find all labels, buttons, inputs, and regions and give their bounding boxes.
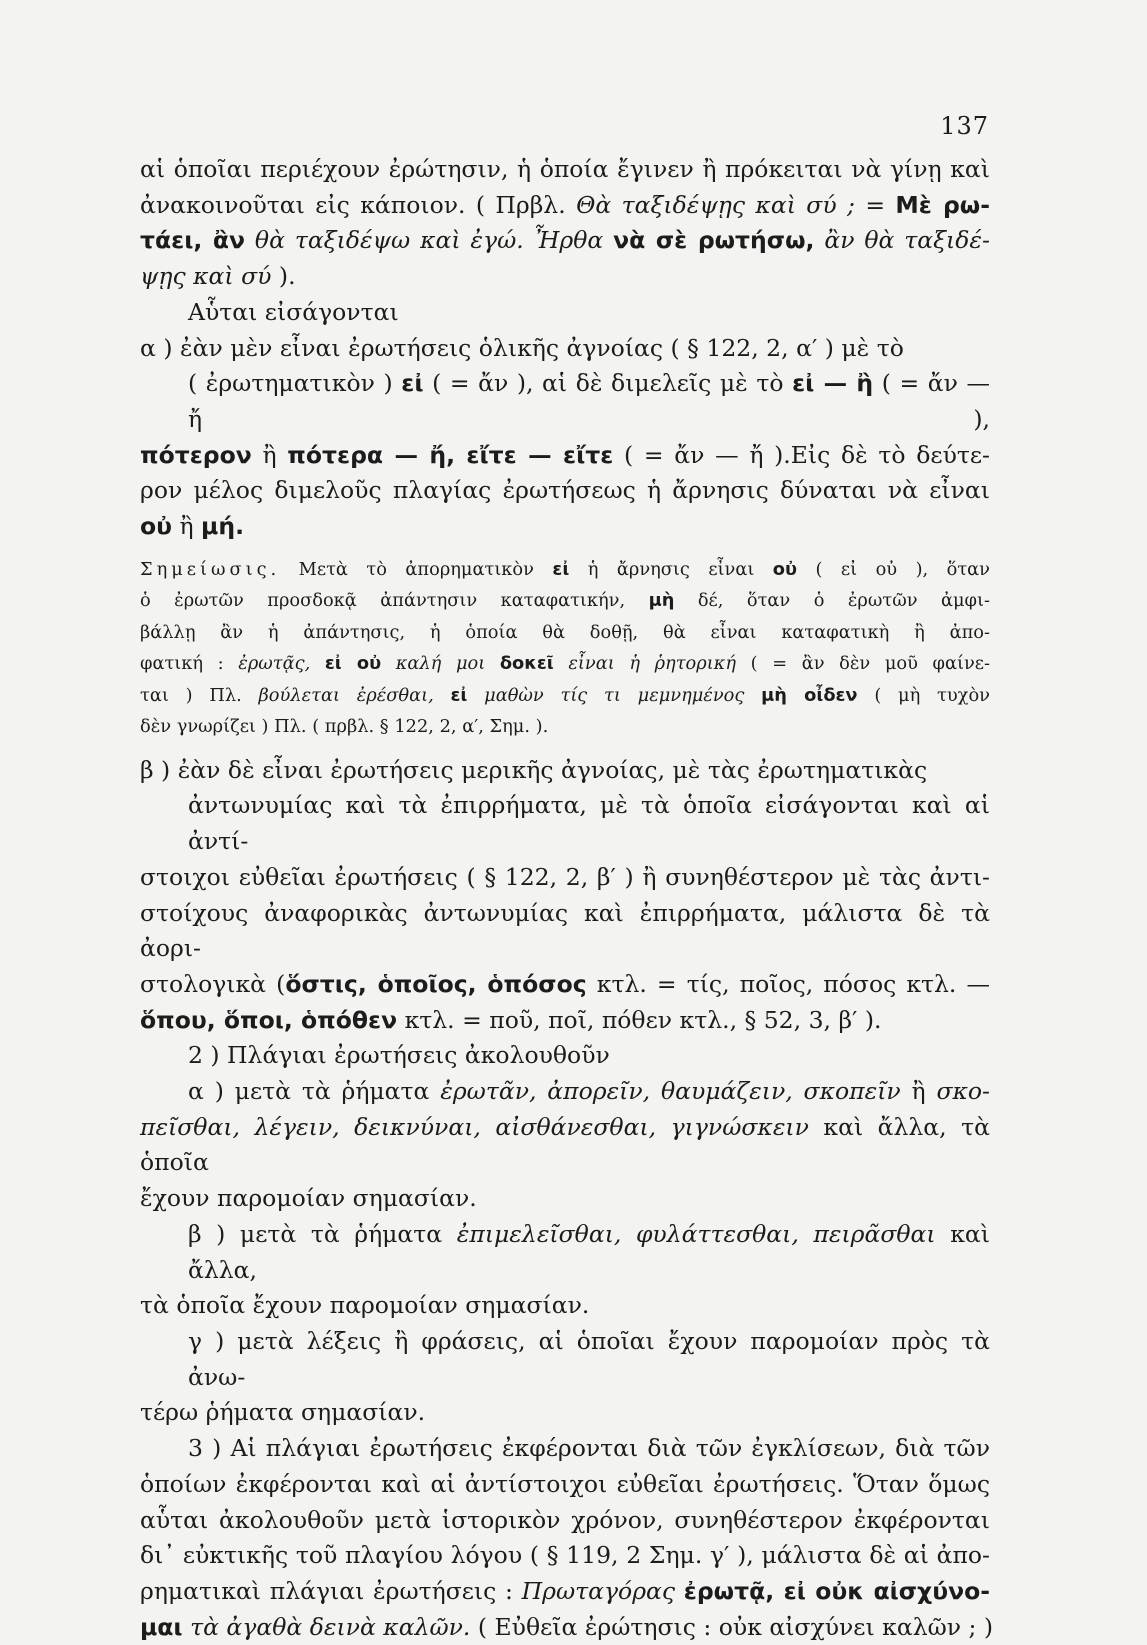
text-run: α ) ἐὰν μὲν εἶναι ἐρωτήσεις ὁλικῆς ἀγνοίας ( § 122, 2, α′ ) μὲ τὸ bbox=[140, 333, 904, 362]
text-line bbox=[140, 259, 990, 295]
text-run: β ) μετὰ τὰ ῥήματα bbox=[188, 1219, 457, 1248]
italic-text: σκο- bbox=[936, 1077, 990, 1106]
text-run: δὲν γνωρίζει ) Πλ. ( πρβλ. § 122, 2, α′, Σημ. ). bbox=[140, 716, 549, 738]
bold-text: οὐ bbox=[140, 512, 173, 541]
italic-text: θὰ ταξιδέψω καὶ ἐγώ. Ἦρθα bbox=[254, 226, 604, 255]
text-run: βάλλῃ ἂν ἡ ἀπάντησις, ἡ ὁποία θὰ δοθῇ, θὰ εἶναι καταφατικὴ ἢ ἀπο- bbox=[140, 621, 990, 643]
text-run: καὶ ἄλλα, bbox=[188, 1219, 990, 1284]
section-2-title: 2 ) Πλάγιαι ἐρωτήσεις ἀκολουθοῦν bbox=[188, 1041, 610, 1070]
bold-text: Μὲ ρω- bbox=[895, 190, 990, 219]
text-run: = bbox=[854, 190, 896, 219]
text-run: αὗται ἀκολουθοῦν μετὰ ἱστορικὸν χρόνον, συνηθέστερον ἐκφέρονται bbox=[140, 1505, 990, 1534]
text-line bbox=[140, 753, 990, 789]
text-line bbox=[140, 1217, 990, 1288]
text-run bbox=[434, 685, 451, 706]
text-run: ( εἰ οὐ ), ὅταν bbox=[797, 558, 990, 580]
text-run: ὁ ἐρωτῶν προσδοκᾷ ἀπάντησιν καταφατικήν, bbox=[140, 590, 649, 612]
bold-text: μαι bbox=[140, 1612, 183, 1641]
text-line bbox=[140, 896, 990, 967]
text-line bbox=[140, 1181, 990, 1217]
text-run: ἢ bbox=[900, 1077, 937, 1106]
italic-text: Πρωταγόρας bbox=[521, 1576, 676, 1605]
text-run bbox=[183, 1613, 190, 1641]
text-line bbox=[140, 509, 990, 545]
text-run: ἢ bbox=[172, 512, 202, 541]
text-run: δέ, ὅταν ὁ ἐρωτῶν ἀμφι- bbox=[674, 590, 990, 612]
text-run: α ) μετὰ τὰ ῥήματα bbox=[188, 1077, 441, 1106]
text-run: κτλ. = τίς, ποῖος, πόσος κτλ. — bbox=[586, 969, 990, 998]
text-run bbox=[467, 685, 484, 706]
bold-text: εἰ bbox=[450, 684, 468, 706]
bold-text: εἰ — ἢ bbox=[792, 369, 874, 398]
text-line bbox=[140, 331, 990, 367]
italic-text: ἂν θὰ ταξιδέ- bbox=[824, 226, 990, 255]
text-run: στοίχους ἀναφορικὰς ἀντωνυμίας καὶ ἐπιρρήματα, μάλιστα δὲ τὰ ἀορι- bbox=[140, 898, 990, 963]
text-run: ( Εὐθεῖα ἐρώτησις : οὐκ αἰσχύνει καλῶν ; ) bbox=[470, 1612, 994, 1641]
text-run: στολογικὰ ( bbox=[140, 969, 286, 998]
italic-text: εἶναι ἡ ῥητορική bbox=[568, 653, 736, 675]
text-run bbox=[310, 653, 325, 674]
text-run: ἔχουν παρομοίαν σημασίαν. bbox=[140, 1184, 477, 1213]
text-run: ὁποίων ἐκφέρονται καὶ αἱ ἀντίστοιχοι εὐθεῖαι ἐρωτήσεις. Ὅταν ὅμως bbox=[140, 1469, 990, 1498]
italic-text: καλή μοι bbox=[395, 653, 486, 675]
section-2-items bbox=[140, 1074, 990, 1431]
note-block bbox=[140, 554, 990, 743]
intro-line: Αὗται εἰσάγονται bbox=[188, 297, 399, 326]
text-line bbox=[140, 1110, 990, 1181]
text-line bbox=[140, 1288, 990, 1324]
text-line bbox=[140, 711, 990, 743]
text-line bbox=[140, 366, 990, 437]
bold-text: μὴ οἶδεν bbox=[761, 684, 858, 706]
text-run bbox=[814, 226, 824, 254]
text-run: ( = ἄν — ἤ ).Εἰς δὲ τὸ δεύτε- bbox=[613, 440, 990, 469]
italic-text: μαθὼν τίς τι μεμνημένος bbox=[484, 684, 745, 706]
text-line bbox=[140, 648, 990, 680]
text-line bbox=[140, 1324, 990, 1395]
bold-text: εἰ bbox=[552, 558, 570, 580]
section-3 bbox=[140, 1431, 994, 1645]
bold-text: μή. bbox=[201, 512, 244, 541]
bold-text: εἰ bbox=[401, 369, 424, 398]
bold-text: τάει, ἂν bbox=[140, 226, 246, 255]
bold-text: ὅπου, ὅποι, ὁπόθεν bbox=[140, 1005, 398, 1034]
italic-text: Θὰ ταξιδέψῃς καὶ σύ ; bbox=[576, 190, 855, 219]
text-line bbox=[140, 1431, 990, 1467]
text-run: τέρω ῥήματα σημασίαν. bbox=[140, 1398, 426, 1427]
text-run: γ ) μετὰ λέξεις ἢ φράσεις, αἱ ὁποῖαι ἔχουν παρομοίαν πρὸς τὰ ἀνω- bbox=[188, 1326, 990, 1391]
text-run: ἀνακοινοῦται εἰς κάποιον. ( Πρβλ. bbox=[140, 190, 577, 219]
bold-text: μὴ bbox=[648, 590, 675, 612]
text-line bbox=[140, 473, 990, 509]
text-run: ἀντωνυμίας καὶ τὰ ἐπιρρήματα, μὲ τὰ ὁποῖα εἰσάγονται καὶ αἱ ἀντί- bbox=[188, 791, 990, 856]
text-line bbox=[140, 223, 990, 259]
text-run: αἱ ὁποῖαι περιέχουν ἐρώτησιν, ἡ ὁποία ἔγινεν ἢ πρόκειται νὰ γίνῃ καὶ bbox=[140, 155, 990, 183]
text-run: ( ἐρωτηματικὸν ) bbox=[188, 369, 402, 398]
bold-text: νὰ σὲ ρωτήσω, bbox=[613, 226, 815, 255]
spaced-text: Σημείωσις. bbox=[140, 558, 281, 580]
bold-text: πότερα — ἤ, εἴτε — εἴτε bbox=[287, 440, 614, 469]
text-run bbox=[485, 653, 500, 674]
text-line bbox=[140, 788, 990, 859]
bold-text: δοκεῖ bbox=[499, 653, 554, 675]
text-run: ρηματικαὶ πλάγιαι ἐρωτήσεις : bbox=[140, 1576, 522, 1605]
bold-text: ἐρωτᾷ, εἰ οὐκ αἰσχύνο- bbox=[683, 1576, 990, 1605]
text-run: ρον μέλος διμελοῦς πλαγίας ἐρωτήσεως ἡ ἄρνησις δύναται νὰ εἶναι bbox=[140, 476, 990, 505]
italic-text: ἐπιμελεῖσθαι, φυλάττεσθαι, πειρᾶσθαι bbox=[456, 1219, 936, 1248]
paragraph-1 bbox=[140, 152, 990, 295]
text-line bbox=[140, 1538, 990, 1574]
text-run bbox=[245, 226, 255, 254]
bold-text: οὐ bbox=[772, 558, 798, 580]
text-run: καὶ ἄλλα, τὰ ὁποῖα bbox=[140, 1112, 990, 1177]
text-line bbox=[140, 1074, 990, 1110]
text-line bbox=[140, 1574, 990, 1610]
text-run: ( = ἄν — ἤ ), bbox=[188, 369, 990, 433]
text-run: Μετὰ τὸ ἀπορηματικὸν bbox=[280, 558, 553, 580]
text-line bbox=[140, 617, 990, 649]
text-run: ( μὴ τυχὸν bbox=[857, 684, 990, 706]
bold-text: ὅστις, ὁποῖος, ὁπόσος bbox=[285, 969, 587, 998]
text-line bbox=[140, 1610, 994, 1645]
text-line bbox=[140, 585, 990, 617]
text-run: στοιχοι εὐθεῖαι ἐρωτήσεις ( § 122, 2, β′ ) ἢ συνηθέστερον μὲ τὰς ἀντι- bbox=[140, 862, 990, 891]
text-run bbox=[381, 653, 396, 674]
text-run: β ) ἐὰν δὲ εἶναι ἐρωτήσεις μερικῆς ἀγνοίας, μὲ τὰς ἐρωτηματικὰς bbox=[140, 755, 928, 784]
text-run: φατική : bbox=[140, 653, 239, 675]
text-run: δι᾽ εὐκτικῆς τοῦ πλαγίου λόγου ( § 119, 2 Σημ. γ′ ), μάλιστα δὲ αἱ ἀπο- bbox=[140, 1541, 990, 1570]
italic-text: ἐρωτᾷς, bbox=[238, 653, 311, 675]
italic-text: ψῃς καὶ σύ bbox=[140, 262, 272, 291]
text-line bbox=[140, 1503, 990, 1539]
text-line bbox=[140, 967, 990, 1003]
text-run bbox=[554, 653, 569, 674]
page-body bbox=[140, 152, 994, 1645]
text-run: ). bbox=[271, 262, 296, 291]
page-number: 137 bbox=[940, 112, 989, 140]
text-run bbox=[675, 1577, 684, 1605]
text-line bbox=[140, 554, 990, 586]
text-line bbox=[140, 152, 990, 188]
italic-text: πεῖσθαι, λέγειν, δεικνύναι, αἰσθάνεσθαι, γιγνώσκειν bbox=[140, 1112, 809, 1141]
text-run: ( = ἂν δὲν μοῦ φαίνε- bbox=[736, 653, 991, 675]
text-run bbox=[603, 226, 613, 254]
text-line bbox=[140, 438, 990, 474]
italic-text: τὰ ἀγαθὰ δεινὰ καλῶν. bbox=[190, 1612, 471, 1641]
text-line bbox=[140, 1467, 990, 1503]
bold-text: εἰ οὐ bbox=[324, 653, 382, 675]
paragraph-alpha bbox=[140, 331, 990, 545]
text-run: τὰ ὁποῖα ἔχουν παρομοίαν σημασίαν. bbox=[140, 1291, 590, 1320]
text-line bbox=[140, 680, 990, 712]
text-run: ἡ ἄρνησις εἶναι bbox=[569, 558, 773, 580]
text-run: κτλ. = ποῦ, ποῖ, πόθεν κτλ., § 52, 3, β′ ). bbox=[397, 1005, 882, 1034]
text-line bbox=[140, 188, 990, 224]
paragraph-beta bbox=[140, 753, 990, 1039]
text-run: ται ) Πλ. bbox=[140, 684, 259, 706]
text-line bbox=[140, 1395, 990, 1431]
text-run bbox=[744, 685, 761, 706]
italic-text: βούλεται ἐρέσθαι, bbox=[258, 684, 434, 706]
text-run: ( = ἄν ), αἱ δὲ διμελεῖς μὲ τὸ bbox=[423, 369, 793, 398]
text-line bbox=[140, 1003, 990, 1039]
text-run: 3 ) Αἱ πλάγιαι ἐρωτήσεις ἐκφέρονται διὰ τῶν ἐγκλίσεων, διὰ τῶν bbox=[188, 1434, 990, 1463]
italic-text: ἐρωτᾶν, ἀπορεῖν, θαυμάζειν, σκοπεῖν bbox=[440, 1077, 901, 1106]
text-line bbox=[140, 860, 990, 896]
bold-text: πότερον bbox=[140, 440, 252, 469]
text-run: ἢ bbox=[251, 440, 288, 469]
